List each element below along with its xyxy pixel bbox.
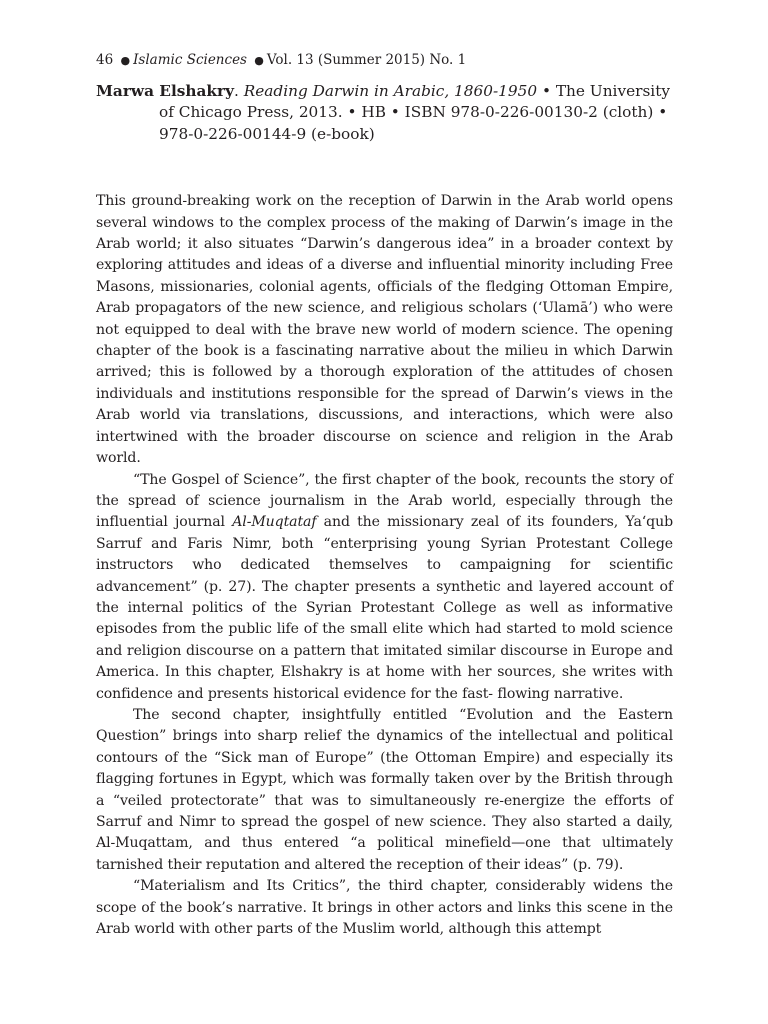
page-number: 46 [96, 52, 114, 68]
running-head [96, 52, 673, 69]
review-body [96, 191, 673, 940]
paragraph-text: “The Gospel of Science”, the first chapter of the book, recounts the story of the spread of science journalism in the Arab world, especially through the influential journal [96, 471, 673, 531]
citation-details: • The University of Chicago Press, 2013. • HB • ISBN 978-0-226-00130-2 (cloth) • 978-0-226-00144-9 (e-book) [159, 82, 670, 143]
document-page [96, 52, 673, 940]
bullet-icon: ● [120, 54, 131, 67]
paragraph [96, 191, 673, 469]
citation-title: Reading Darwin in Arabic, 1860-1950 [243, 82, 538, 100]
issue-info: Vol. 13 (Summer 2015) No. 1 [266, 52, 467, 68]
paragraph-text: and the missionary zeal of its founders, Ya‘qub Sarruf and Faris Nimr, both “enterprising young Syrian Protestant College instructors who dedicated themselves to campaigning for scientific advancement” (p. 27). The chapter presents a synthetic and layered account of the internal politics of the Syrian Protestant College as well as informative episodes from the public life of the small elite which had started to mold science and religion discourse on a pattern that imitated similar discourse in Europe and America. In this chapter, Elshakry is at home with her sources, she writes with confidence and presents historical evidence for the fast- flowing narrative. [96, 514, 673, 702]
journal-name: Islamic Sciences [133, 52, 247, 68]
citation-author: Marwa Elshakry [96, 82, 234, 100]
paragraph [96, 705, 673, 876]
paragraph [96, 876, 673, 940]
book-citation [96, 81, 673, 145]
citation-separator: . [233, 82, 244, 100]
paragraph-text: The second chapter, insightfully entitled “Evolution and the Eastern Question” brings into sharp relief the dynamics of the intellectual and political contours of the “Sick man of Europe” (the Ottoman Empire) and especially its flagging fortunes in Egypt, which was formally taken over by the British through a “veiled protectorate” that was to simultaneously re-energize the efforts of Sarruf and Nimr to spread the gospel of new science. They also started a daily, Al-Muqattam, and thus entered “a political minefield—one that ultimately tarnished their reputation and altered the reception of their ideas” (p. 79). [96, 706, 673, 873]
paragraph-text: “Materialism and Its Critics”, the third chapter, considerably widens the scope of the book’s narrative. It brings in other actors and links this scene in the Arab world with other parts of the Muslim world, although this attempt [96, 878, 673, 938]
journal-title-italic: Al-Muqtataf [232, 514, 317, 531]
paragraph [96, 470, 673, 705]
paragraph-text: This ground-breaking work on the reception of Darwin in the Arab world opens several windows to the complex process of the making of Darwin’s image in the Arab world; it also situates “Darwin’s dangerous idea” in a broader context by exploring attitudes and ideas of a diverse and influential minority including Free Masons, missionaries, colonial agents, officials of the fledging Ottoman Empire, Arab propagators of the new science, and religious scholars (‘Ulamā’) who were not equipped to deal with the brave new world of modern science. The opening chapter of the book is a fascinating narrative about the milieu in which Darwin arrived; this is followed by a thorough exploration of the attitudes of chosen individuals and institutions responsible for the spread of Darwin’s views in the Arab world via translations, discussions, and interactions, which were also intertwined with the broader discourse on science and religion in the Arab world. [96, 193, 673, 467]
bullet-icon: ● [254, 54, 264, 67]
